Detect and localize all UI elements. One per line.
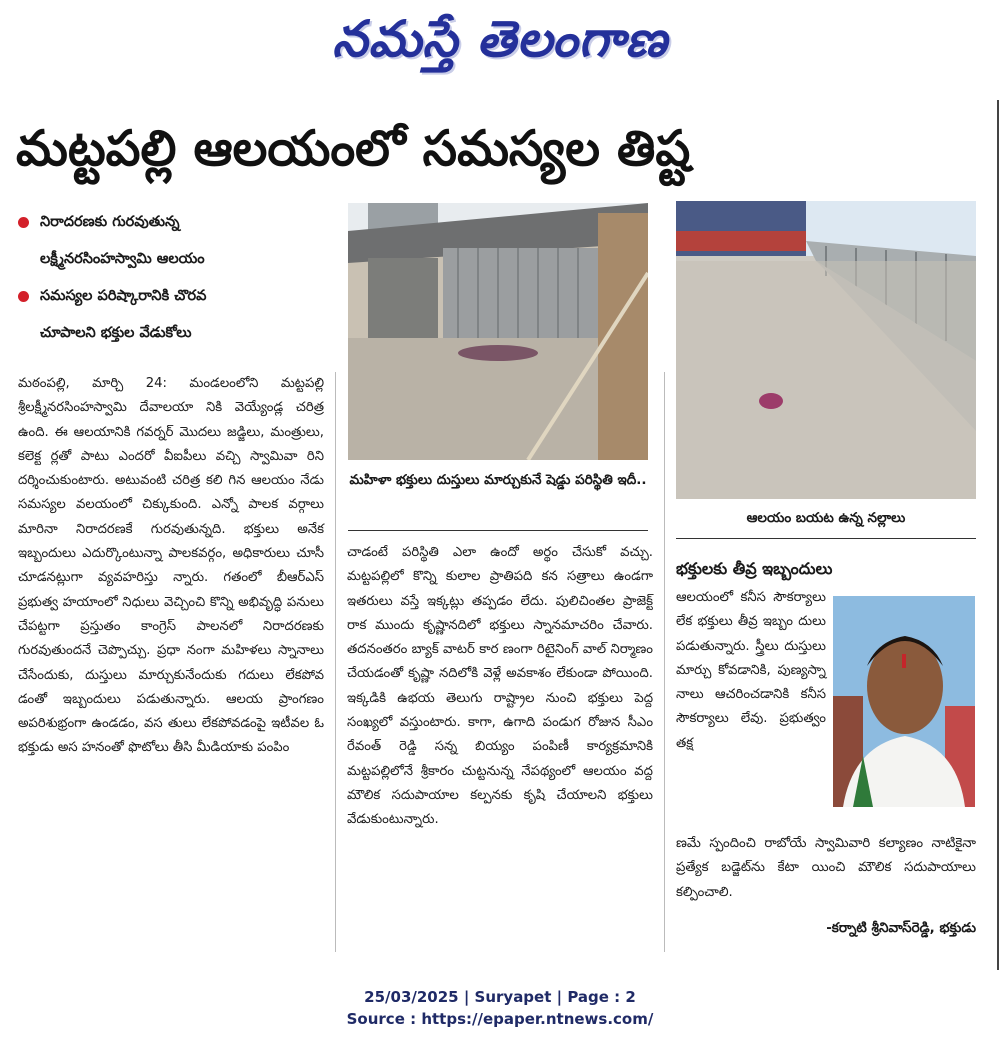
photo-devotee-portrait (833, 596, 975, 807)
bullet-text-line2: లక్ష్మీనరసింహస్వామి ఆలయం (40, 251, 205, 267)
bullet-point (16, 278, 326, 352)
bullet-text-line1: సమస్యల పరిష్కారానికి చొరవ (40, 288, 207, 304)
article-column-2: చాడంటే పరిస్థితి ఎలా ఉందో అర్థం చేసుకో వచ్చు. మట్టపల్లిలో కొన్ని కులాల ప్రాతిపది కన సత్రాలు ఉండగా ఇతరులు వస్తే ఇక్కట్లు తప్పడం లేదు. పులిచింతల ప్రాజెక్ట్ రాక ముందు కృష్ణానదిలో భక్తులు స్నానమాచరిం చేవారు. తదనంతరం బ్యాక్ వాటర్ కార ణంగా రిటైనింగ్ వాల్ నిర్మాణం చేయడంతో కృష్ణా నదిలోకి వెళ్లే అవకాశం లేకుండా పోయింది. ఇక్కడికి ఉభయ తెలుగు రాష్ట్రాల నుంచి భక్తులు పెద్ద సంఖ్యలో వస్తుంటారు. కాగా, ఉగాది పండుగ రోజున సీఎం రేవంత్ రెడ్డి సన్న బియ్యం పంపిణీ కార్యక్రమానికి మట్టపల్లిలోనే శ్రీకారం చుట్టనున్న నేపథ్యంలో ఆలయం వద్ద మౌలిక సదుపాయాల కల్పనకు కృషి చేయాలని భక్తులు వేడుకుంటున్నారు. (347, 545, 653, 828)
newspaper-masthead: నమస్తే తెలంగాణ (332, 9, 668, 68)
bullet-dot-icon (18, 217, 29, 228)
article-column-1: మఠంపల్లి, మార్చి 24: మండలంలోని మట్టపల్లి శ్రీలక్ష్మీనరసింహస్వామి దేవాలయా నికి వెయ్యేండ్ల చరిత్ర ఉంది. ఈ ఆలయానికి గవర్నర్ మొదలు జడ్జిలు, మంత్రులు, కలెక్ట ర్లతో పాటు ఎందరో వీఐపీలు వచ్చి స్వామివా రిని దర్శించుకుంటారు. అటువంటి చరిత్ర కలి గిన ఆలయం నేడు సమస్యల వలయంలో చిక్కుకుంది. ఎన్నో పాలక వర్గాలు మారినా నిరాదరణకే గురవుతున్నది. భక్తులు అనేక ఇబ్బందులు ఎదుర్కొంటున్నా పాలకవర్గం, అధికారులు చూసీ చూడనట్లుగా వ్యవహరిస్తు న్నారు. గతంలో బీఆర్ఎస్ ప్రభుత్వ హయాంలో నిధులు వెచ్చించి కొన్ని అభివృద్ధి పనులు చేపట్టగా ప్రస్తుతం కాంగ్రెస్ పాలనలో నిరాదరణకు గురవుతుందనే చెప్పొచ్చు. ప్రధా నంగా మహిళలు స్నానాలు చేసేందుకు, దుస్తులు మార్చుకునేందుకు గదులు లేకపోవ డంతో ఇబ్బందులు పడుతున్నారు. ఆలయ ప్రాంగణం అపరిశుభ్రంగా ఉండడం, వస తులు లేకపోవడంపై ఇటీవల ఓ భక్తుడు అస హనంతో ఫొటోలు తీసి మీడియాకు పంపిం (18, 376, 324, 756)
sidebar-subheading: భక్తులకు తీవ్ర ఇబ్బందులు (676, 559, 833, 578)
page-border-rule (997, 100, 999, 970)
photo-shed (348, 203, 648, 460)
bullet-point (16, 204, 326, 278)
devotee-photo-image (833, 596, 975, 807)
column-divider (335, 372, 336, 952)
photo-taps (676, 201, 976, 499)
bullet-text-line2: చూపాలని భక్తుల వేడుకోలు (40, 325, 192, 341)
caption-rule (348, 530, 648, 531)
footer-source: Source : https://epaper.ntnews.com/ (346, 1010, 654, 1028)
quote-attribution: -కర్నాటి శ్రీనివాస్‌రెడ్డి, భక్తుడు (826, 920, 976, 936)
taps-photo-image (676, 201, 976, 499)
caption-rule (676, 538, 976, 539)
shed-photo-image (348, 203, 648, 460)
sidebar-text-full: ణమే స్పందించి రాబోయే స్వామివారి కల్యాణం నాటికైనా ప్రత్యేక బడ్జెట్‌ను కేటా యించి మౌలిక సదుపాయాలు కల్పించాలి. (676, 836, 976, 900)
column-divider (664, 372, 665, 952)
footer-date-edition-page: 25/03/2025 | Suryapet | Page : 2 (364, 988, 636, 1006)
bullet-list (16, 204, 326, 352)
article-headline: మట్టపల్లి ఆలయంలో సమస్యల తిష్ట (16, 120, 691, 177)
photo-caption-taps: ఆలయం బయట ఉన్న నల్లాలు (746, 510, 906, 526)
photo-caption-shed: మహిళా భక్తులు దుస్తులు మార్చుకునే షెడ్డు పరిస్థితి ఇదీ.. (349, 472, 647, 488)
bullet-dot-icon (18, 291, 29, 302)
bullet-text-line1: నిరాదరణకు గురవుతున్న (40, 214, 180, 230)
sidebar-text-narrow: ఆలయంలో కనీస సౌకర్యాలు లేక భక్తులు తీవ్ర ఇబ్బం దులు పడుతున్నారు. స్త్రీలు దుస్తులు మార్చు కోవడానికి, పుణ్యస్నా నాలు ఆచరించడానికి కనీస సౌకర్యాలు లేవు. ప్రభుత్వం తక్ష (676, 590, 826, 751)
